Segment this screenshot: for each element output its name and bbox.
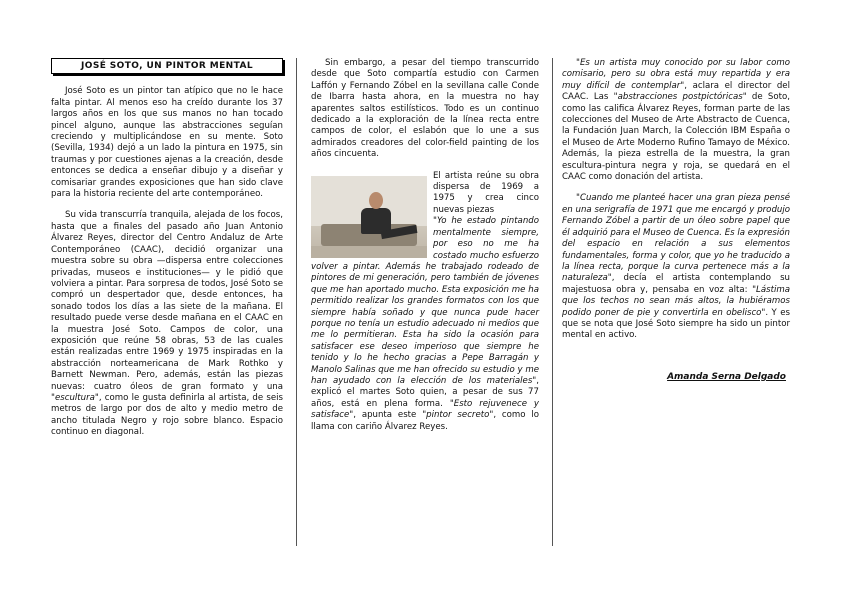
photo-caption: El artista reúne su obra dispersa de 1969 a 1975 y crea cinco nuevas piezas (433, 170, 539, 215)
column-1 (51, 58, 283, 449)
article-title: JOSÉ SOTO, UN PINTOR MENTAL (51, 58, 283, 74)
paragraph-life: Su vida transcurría tranquila, alejada de los focos, hasta que a finales del pasado año Juan Antonio Álvarez Reyes, director del Centro Andaluz de Arte Contemporáneo (CAAC), decidió organizar una muestra sobre su obra —dispersa entre colecciones privadas, museos e instituciones— y le pidió que volviera a pintar. Para sorpresa de todos, José Soto se compró un despertador que, desde entonces, ha sonado todos los días a las siete de la mañana. El resultado puede verse desde mañana en el CAAC en la muestra José Soto. Campos de color, una exposición que reúne 58 obras, 53 de las cuales están realizadas entre 1969 y 1975 inspiradas en la abstracción norteamericana de Mark Rothko y Barnett Newman. Pero, además, están las piezas nuevas: cuatro óleos de gran formato y una "escultura", como le gusta definirla al artista, de seis metros de largo por dos de alto y medio metro de ancho titulada Negro y rojo sobre blanco. Espacio continuo en diagonal. (51, 210, 283, 438)
paragraph-quote-artist: El artista reúne su obra dispersa de 1969 a 1975 y crea cinco nuevas piezas "Yo he estado pintando mentalmente siempre, por eso no me ha costado mucho esfuerzo volver a pintar. Además he trabajado rodeado de pintores de mi generación, pero también de jóvenes que me han aportado mucho. Esta exposición me ha permitido realizar los grandes formatos con los que siempre había soñado y que nunca pude hacer porque no tenía un estudio adecuado ni medios que me lo permitieran. Esta ha sido la ocasión para satisfacer ese deseo imperioso que siempre he tenido y lo he hecho gracias a Pepe Barragán y Manolo Salinas que me han ofrecido su estudio y me han ayudado con la elección de los materiales", explicó el martes Soto quien, a pesar de sus 77 años, está en plena forma. "Esto rejuvenece y satisface", apunta este "pintor secreto", como lo llama con cariño Álvarez Reyes. (311, 170, 540, 432)
paragraph-artwork: "Cuando me planteé hacer una gran pieza pensé en una serigrafía de 1971 que me encargó y produjo Fernando Zóbel a partir de un óleo sobre papel que él adquirió para el Museo de Cuenca. Es la expresión del espacio en relación a sus elementos fundamentales, forma y color, que yo he traducido a la línea recta, porque la curva pertenece más a la naturaleza", decía el artista contemplando su majestuosa obra y, pensaba en voz alta: "Lástima que los techos no sean más altos, la hubiéramos podido poner de pie y convertirla en obelisco". Y es que se nota que José Soto siempre ha sido un pintor mental en activo. (562, 193, 790, 341)
column-3 (562, 58, 790, 383)
paragraph-director: "Es un artista muy conocido por su labor como comisario, pero su obra está muy repartida y era muy difícil de contemplar", aclara el director del CAAC. Las "abstracciones postpictóricas" de Soto, como las califica Álvarez Reyes, forman parte de las colecciones del Museo de Arte Abstracto de Cuenca, la Fundación Juan March, la Colección IBM España o el Museo de Arte Moderno Rufino Tamayo de México. Además, la pieza estrella de la muestra, la gran escultura-pintura negra y roja, se quedará en el CAAC como donación del artista. (562, 58, 791, 183)
column-2 (311, 58, 539, 443)
artist-photo (311, 176, 427, 258)
column-divider-1 (296, 58, 297, 546)
column-divider-2 (552, 58, 553, 546)
paragraph-intro: José Soto es un pintor tan atípico que no le hace falta pintar. Al menos eso ha creído durante los 37 largos años en los que sus manos no han tocado pincel alguno, aunque las abstracciones seguían creciendo y multiplicándose en su mente. Soto (Sevilla, 1934) dejó a un lado la pintura en 1975, sin traumas y por cuestiones ajenas a la creación, desde entonces se dedica a enseñar dibujo y a diseñar y comisariar grandes exposiciones que han sido clave para la historia reciente del arte contemporáneo. (51, 86, 283, 200)
author-signature: Amanda Serna Delgado (667, 371, 786, 382)
paragraph-continuity: Sin embargo, a pesar del tiempo transcurrido desde que Soto compartía estudio con Carmen Laffón y Fernando Zóbel en la sevillana calle Conde de Ibarra hasta ahora, en la muestra no hay aparentes saltos estilísticos. Todo es un continuo dedicado a la exploración de la línea recta entre campos de color, el eslabón que lo une a sus admirados creadores del color-field painting de los años cincuenta. (311, 58, 539, 160)
